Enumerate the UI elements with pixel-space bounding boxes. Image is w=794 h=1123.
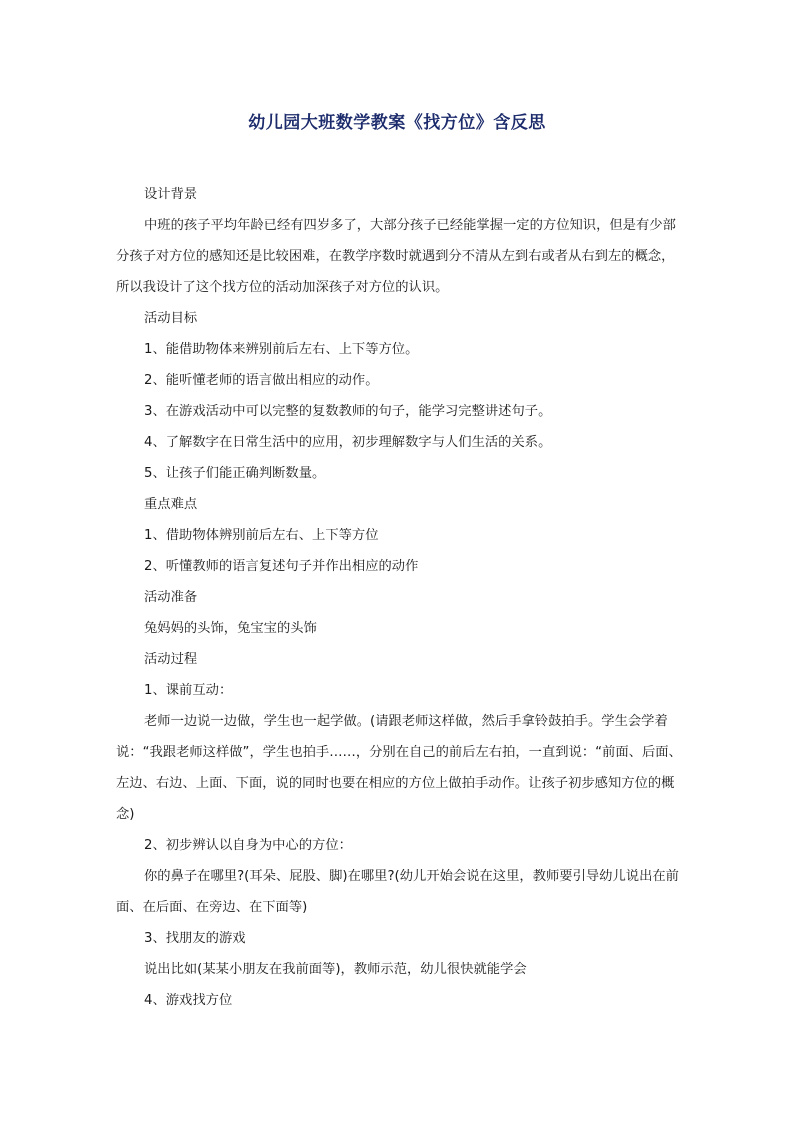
paragraph: 说出比如(某某小朋友在我前面等)，教师示范，幼儿很快就能学会: [144, 962, 527, 977]
document-title: 幼儿园大班数学教案《找方位》含反思: [248, 113, 546, 133]
paragraph: 1、课前互动：: [144, 683, 233, 698]
paragraph: 设计背景: [144, 187, 198, 202]
paragraph: 1、能借助物体来辨别前后左右、上下等方位。: [144, 342, 419, 357]
paragraph: 3、找朋友的游戏: [144, 931, 246, 946]
paragraph: 4、游戏找方位: [144, 993, 233, 1008]
paragraph: 重点难点: [144, 497, 198, 512]
paragraph: 2、能听懂老师的语言做出相应的动作。: [144, 373, 379, 388]
paragraph: 5、让孩子们能正确判断数量。: [144, 466, 326, 481]
paragraph: 2、听懂教师的语言复述句子并作出相应的动作: [144, 559, 419, 574]
paragraph: 3、在游戏活动中可以完整的复数教师的句子，能学习完整讲述句子。: [144, 404, 552, 419]
paragraph: 老师一边说一边做，学生也一起学做。(请跟老师这样做，然后手拿铃鼓拍手。学生会学着说：“我跟老师这样做”，学生也拍手……，分别在自己的前后左右拍，一直到说：“前面、后面、左边、右边、上面、下面，说的同时也要在相应的方位上做拍手动作。让孩子初步感知方位的概念): [116, 714, 682, 822]
paragraph: 你的鼻子在哪里?(耳朵、屁股、脚)在哪里?(幼儿开始会说在这里，教师要引导幼儿说出在前面、在后面、在旁边、在下面等): [116, 869, 679, 915]
paragraph: 兔妈妈的头饰，兔宝宝的头饰: [144, 621, 317, 636]
paragraph: 中班的孩子平均年龄已经有四岁多了，大部分孩子已经能掌握一定的方位知识，但是有少部分孩子对方位的感知还是比较困难，在教学序数时就遇到分不清从左到右或者从右到左的概念，所以我设计了这个找方位的活动加深孩子对方位的认识。: [116, 218, 676, 295]
paragraph: 2、初步辨认以自身为中心的方位：: [144, 838, 352, 853]
paragraph: 1、借助物体辨别前后左右、上下等方位: [144, 528, 379, 543]
paragraph: 活动准备: [144, 590, 198, 605]
paragraph: 活动过程: [144, 652, 198, 667]
paragraph: 活动目标: [144, 311, 198, 326]
paragraph: 4、了解数字在日常生活中的应用，初步理解数字与人们生活的关系。: [144, 435, 552, 450]
document-body: [116, 179, 686, 1016]
